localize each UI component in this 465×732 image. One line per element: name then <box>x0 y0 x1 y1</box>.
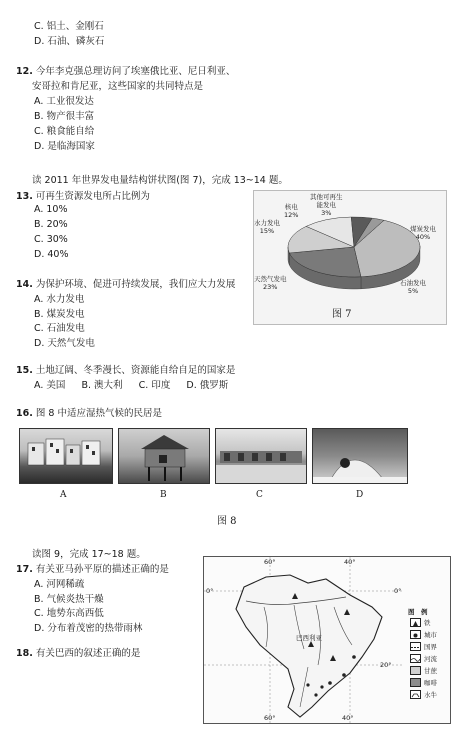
photo-label-a: A <box>60 490 67 500</box>
figure-7-caption: 图 7 <box>332 309 352 320</box>
legend-iron: 铁 <box>424 619 431 627</box>
photo-b-house <box>118 428 210 484</box>
intro-13-14: 读 2011 年世界发电量结构饼状图(图 7)，完成 13~14 题。 <box>32 175 288 186</box>
option-c-top: C. 铝土、金刚石 <box>34 21 104 32</box>
question-12-line2: 安哥拉和肯尼亚，这些国家的共同特点是 <box>32 81 204 92</box>
question-18: 18. 有关巴西的叙述正确的是 <box>16 648 141 659</box>
q13-option-b: B. 20% <box>34 219 68 230</box>
legend-city-icon <box>410 630 421 639</box>
option-d-top: D. 石油、磷灰石 <box>34 36 105 47</box>
legend-sugarcane: 甘蔗 <box>424 667 437 675</box>
legend-city: 城市 <box>424 631 437 639</box>
question-16: 16. 图 8 中适应湿热气候的民居是 <box>16 408 162 419</box>
lon-bottom-40: 40° <box>342 714 354 722</box>
intro-17-18: 读图 9，完成 17~18 题。 <box>32 549 146 560</box>
legend-river: 河流 <box>424 655 437 663</box>
legend-coffee-icon <box>410 678 421 687</box>
question-13: 13. 可再生资源发电所占比例为 <box>16 191 150 202</box>
lon-top-40: 40° <box>344 558 356 566</box>
legend-iron-icon <box>410 618 421 627</box>
q13-option-a: A. 10% <box>34 204 68 215</box>
q15-options: A. 美国 B. 澳大利 C. 印度 D. 俄罗斯 <box>34 380 229 391</box>
q13-option-c: C. 30% <box>34 234 68 245</box>
legend-border-icon <box>410 642 421 651</box>
label-other-renewable: 其他可再生 能发电 3% <box>310 193 343 217</box>
photo-label-b: B <box>160 490 167 500</box>
q14-option-c: C. 石油发电 <box>34 323 85 334</box>
q14-option-b: B. 煤炭发电 <box>34 309 85 320</box>
lat-left-0: 0° <box>206 587 214 595</box>
photo-label-d: D <box>356 490 364 500</box>
q13-option-d: D. 40% <box>34 249 69 260</box>
legend-coffee: 咖啡 <box>424 679 437 687</box>
q14-option-d: D. 天然气发电 <box>34 338 95 349</box>
q17-option-d: D. 分布着茂密的热带雨林 <box>34 623 143 634</box>
legend-buffalo: 水牛 <box>424 691 437 699</box>
legend-title: 图 例 <box>408 608 428 616</box>
legend-sugarcane-icon <box>410 666 421 675</box>
photo-c-house <box>215 428 307 484</box>
question-17: 17. 有关亚马孙平原的描述正确的是 <box>16 564 169 575</box>
figure-7 <box>253 190 447 325</box>
q17-option-b: B. 气候炎热干燥 <box>34 594 104 605</box>
legend-river-icon <box>410 654 421 663</box>
label-coal: 煤炭发电 40% <box>410 225 436 241</box>
lon-top-60: 60° <box>264 558 276 566</box>
label-oil: 石油发电 5% <box>400 279 426 295</box>
q17-option-c: C. 地势东高西低 <box>34 608 104 619</box>
figure-9-map <box>203 556 451 724</box>
plateau-label: 巴西利亚 <box>296 634 322 642</box>
lat-right-0: 0° <box>394 587 402 595</box>
q12-option-c: C. 粮食能自给 <box>34 126 95 137</box>
photo-d-igloo <box>312 428 408 484</box>
figure-8-caption: 图 8 <box>217 516 237 527</box>
q12-option-b: B. 物产很丰富 <box>34 111 95 122</box>
q17-option-a: A. 河网稀疏 <box>34 579 85 590</box>
lat-right-20: 20° <box>380 661 392 669</box>
label-hydro: 水力发电 15% <box>254 219 280 235</box>
legend-border: 国界 <box>424 643 437 651</box>
photo-label-c: C <box>256 490 263 500</box>
question-15: 15. 土地辽阔、冬季漫长、资源能自给自足的国家是 <box>16 365 236 376</box>
legend-buffalo-icon <box>410 690 421 699</box>
q12-option-d: D. 是临海国家 <box>34 141 95 152</box>
q14-option-a: A. 水力发电 <box>34 294 85 305</box>
lon-bottom-60: 60° <box>264 714 276 722</box>
label-gas: 天然气发电 23% <box>254 275 287 291</box>
label-nuclear: 核电 12% <box>284 203 299 219</box>
q12-option-a: A. 工业很发达 <box>34 96 94 107</box>
photo-a-house <box>19 428 113 484</box>
question-12: 12. 今年李克强总理访问了埃塞俄比亚、尼日利亚、 <box>16 66 236 77</box>
question-14: 14. 为保护环境、促进可持续发展，我们应大力发展 <box>16 279 236 290</box>
